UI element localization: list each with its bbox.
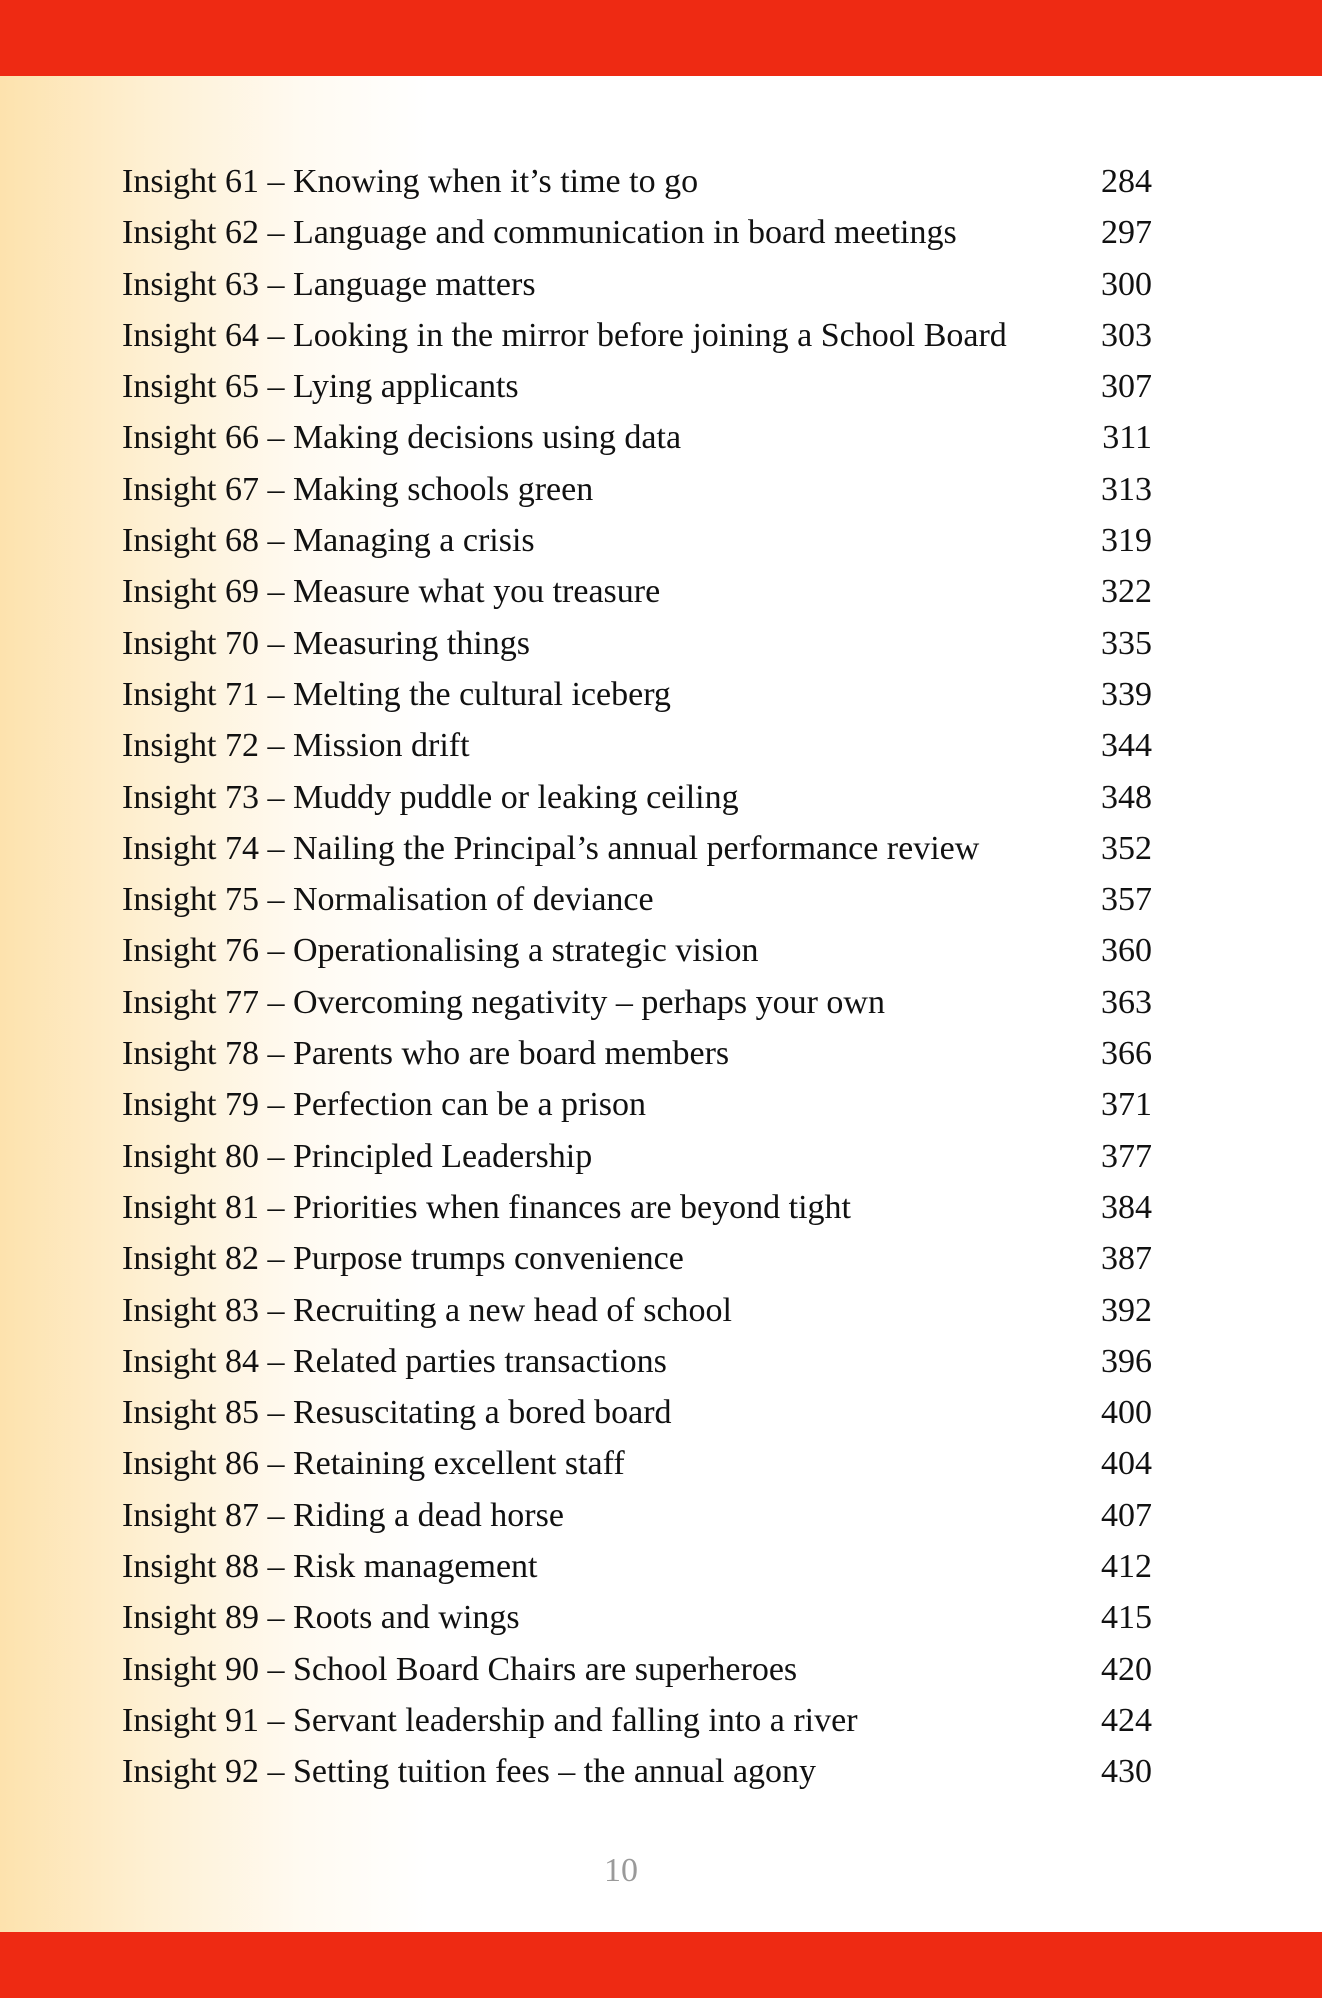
toc-entry bbox=[122, 720, 1152, 771]
toc-entry-page: 377 bbox=[1101, 1137, 1152, 1175]
toc-entry-page: 284 bbox=[1101, 163, 1152, 200]
toc-entry-page: 303 bbox=[1101, 316, 1152, 354]
top-red-band bbox=[0, 0, 1322, 76]
toc-entry bbox=[122, 1182, 1152, 1233]
toc-entry bbox=[122, 1746, 1152, 1797]
toc-entry-title: Insight 64 – Looking in the mirror before joining a School Board bbox=[122, 316, 1007, 354]
toc-entry-page: 300 bbox=[1101, 265, 1152, 303]
table-of-contents bbox=[122, 156, 1152, 1798]
toc-entry-title: Insight 66 – Making decisions using data bbox=[122, 419, 682, 457]
toc-entry-title: Insight 61 – Knowing when it’s time to go bbox=[122, 163, 699, 200]
toc-entry bbox=[122, 412, 1152, 463]
toc-entry-page: 297 bbox=[1101, 214, 1152, 252]
toc-entry bbox=[122, 1387, 1152, 1438]
toc-entry-title: Insight 92 – Setting tuition fees – the annual agony bbox=[122, 1753, 817, 1791]
toc-entry-page: 404 bbox=[1101, 1445, 1152, 1483]
toc-entry-page: 430 bbox=[1101, 1753, 1152, 1791]
toc-entry-title: Insight 89 – Roots and wings bbox=[122, 1599, 520, 1637]
toc-entry-title: Insight 81 – Priorities when finances are beyond tight bbox=[122, 1188, 851, 1226]
toc-entry-title: Insight 86 – Retaining excellent staff bbox=[122, 1445, 625, 1483]
toc-entry-page: 407 bbox=[1101, 1496, 1152, 1534]
toc-entry bbox=[122, 1438, 1152, 1489]
toc-entry-page: 400 bbox=[1101, 1394, 1152, 1432]
toc-entry-page: 412 bbox=[1101, 1548, 1152, 1586]
toc-entry bbox=[122, 669, 1152, 720]
toc-entry-page: 366 bbox=[1101, 1035, 1152, 1073]
toc-entry bbox=[122, 1131, 1152, 1182]
toc-entry-page: 335 bbox=[1101, 624, 1152, 662]
toc-entry bbox=[122, 977, 1152, 1028]
toc-entry-title: Insight 88 – Risk management bbox=[122, 1548, 538, 1586]
toc-entry-page: 313 bbox=[1101, 470, 1152, 508]
toc-entry bbox=[122, 259, 1152, 310]
toc-entry-title: Insight 77 – Overcoming negativity – perhaps your own bbox=[122, 983, 885, 1021]
toc-entry-page: 360 bbox=[1101, 932, 1152, 970]
toc-entry bbox=[122, 1644, 1152, 1695]
toc-entry bbox=[122, 1079, 1152, 1130]
toc-entry-title: Insight 83 – Recruiting a new head of school bbox=[122, 1291, 732, 1329]
toc-entry-title: Insight 85 – Resuscitating a bored board bbox=[122, 1394, 672, 1432]
toc-entry-title: Insight 82 – Purpose trumps convenience bbox=[122, 1240, 684, 1278]
toc-entry-title: Insight 78 – Parents who are board members bbox=[122, 1035, 730, 1073]
toc-entry-title: Insight 74 – Nailing the Principal’s annual performance review bbox=[122, 829, 980, 867]
toc-entry-page: 311 bbox=[1102, 419, 1152, 457]
toc-entry bbox=[122, 618, 1152, 669]
toc-entry-title: Insight 69 – Measure what you treasure bbox=[122, 573, 661, 611]
toc-entry-page: 339 bbox=[1101, 675, 1152, 713]
toc-entry-title: Insight 70 – Measuring things bbox=[122, 624, 530, 662]
toc-entry-title: Insight 75 – Normalisation of deviance bbox=[122, 881, 654, 919]
toc-entry-title: Insight 71 – Melting the cultural iceberg bbox=[122, 675, 671, 713]
toc-entry bbox=[122, 310, 1152, 361]
toc-entry-page: 424 bbox=[1101, 1701, 1152, 1739]
toc-entry bbox=[122, 772, 1152, 823]
toc-entry-title: Insight 84 – Related parties transactions bbox=[122, 1342, 667, 1380]
toc-entry-title: Insight 80 – Principled Leadership bbox=[122, 1137, 593, 1175]
toc-entry-page: 387 bbox=[1101, 1240, 1152, 1278]
toc-entry-title: Insight 87 – Riding a dead horse bbox=[122, 1496, 564, 1534]
toc-entry bbox=[122, 1592, 1152, 1643]
toc-entry-page: 363 bbox=[1101, 983, 1152, 1021]
toc-entry-title: Insight 90 – School Board Chairs are superheroes bbox=[122, 1650, 798, 1688]
toc-entry-page: 357 bbox=[1101, 881, 1152, 919]
toc-entry-page: 319 bbox=[1101, 522, 1152, 560]
toc-entry bbox=[122, 925, 1152, 976]
bottom-red-band bbox=[0, 1932, 1322, 1998]
toc-entry-page: 352 bbox=[1101, 829, 1152, 867]
toc-entry bbox=[122, 1285, 1152, 1336]
toc-entry bbox=[122, 1695, 1152, 1746]
toc-entry bbox=[122, 361, 1152, 412]
toc-entry-page: 307 bbox=[1101, 368, 1152, 406]
toc-entry bbox=[122, 874, 1152, 925]
page-number: 10 bbox=[604, 1852, 638, 1889]
toc-entry-page: 415 bbox=[1101, 1599, 1152, 1637]
toc-entry-title: Insight 68 – Managing a crisis bbox=[122, 522, 535, 560]
toc-entry bbox=[122, 207, 1152, 258]
toc-entry bbox=[122, 566, 1152, 617]
toc-entry-title: Insight 79 – Perfection can be a prison bbox=[122, 1086, 647, 1124]
toc-entry-page: 420 bbox=[1101, 1650, 1152, 1688]
toc-entry-title: Insight 91 – Servant leadership and falling into a river bbox=[122, 1701, 858, 1739]
toc-entry bbox=[122, 1336, 1152, 1387]
toc-entry bbox=[122, 1028, 1152, 1079]
toc-entry bbox=[122, 1233, 1152, 1284]
toc-entry-page: 322 bbox=[1101, 573, 1152, 611]
toc-entry-page: 384 bbox=[1101, 1188, 1152, 1226]
toc-entry-title: Insight 62 – Language and communication in board meetings bbox=[122, 214, 957, 252]
toc-entry-page: 392 bbox=[1101, 1291, 1152, 1329]
toc-entry-page: 344 bbox=[1101, 727, 1152, 765]
toc-entry-page: 371 bbox=[1101, 1086, 1152, 1124]
toc-entry-title: Insight 73 – Muddy puddle or leaking ceiling bbox=[122, 778, 739, 816]
toc-entry bbox=[122, 464, 1152, 515]
toc-entry-page: 348 bbox=[1101, 778, 1152, 816]
toc-entry bbox=[122, 156, 1152, 207]
toc-entry-title: Insight 67 – Making schools green bbox=[122, 470, 594, 508]
toc-entry-title: Insight 63 – Language matters bbox=[122, 265, 536, 303]
toc-entry bbox=[122, 1490, 1152, 1541]
toc-entry bbox=[122, 1541, 1152, 1592]
toc-entry-title: Insight 76 – Operationalising a strategic vision bbox=[122, 932, 759, 970]
toc-entry-page: 396 bbox=[1101, 1342, 1152, 1380]
toc-entry bbox=[122, 515, 1152, 566]
toc-entry-title: Insight 72 – Mission drift bbox=[122, 727, 470, 765]
toc-entry-title: Insight 65 – Lying applicants bbox=[122, 368, 519, 406]
toc-entry bbox=[122, 823, 1152, 874]
